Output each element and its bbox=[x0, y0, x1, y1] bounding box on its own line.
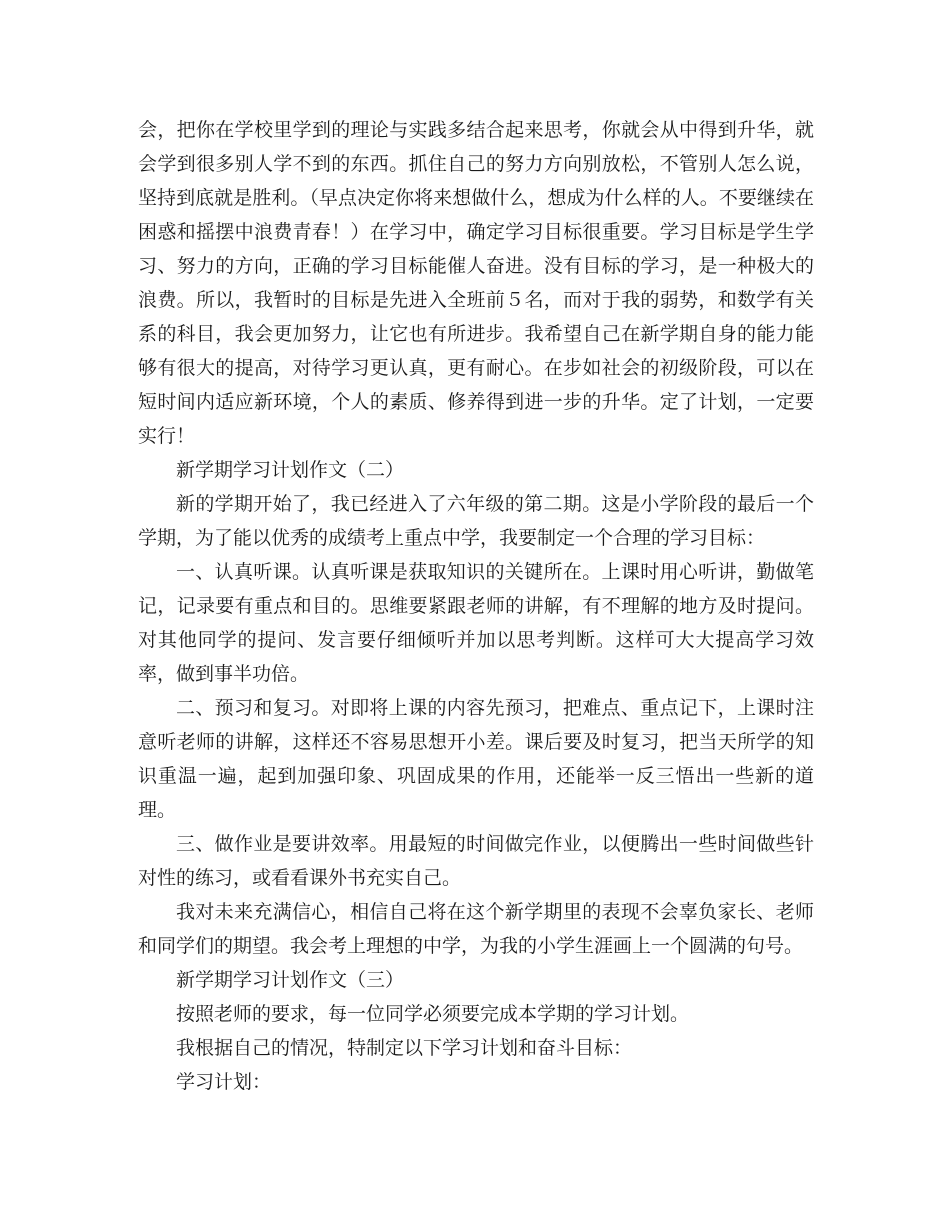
paragraph-point-3: 三、做作业是要讲效率。用最短的时间做完作业，以便腾出一些时间做些针对性的练习，或看看课外书充实自己。 bbox=[138, 833, 814, 889]
paragraph-plan-intro: 我根据自己的情况，特制定以下学习计划和奋斗目标： bbox=[176, 1037, 633, 1059]
section-heading-2: 新学期学习计划作文（二） bbox=[176, 459, 405, 481]
paragraph-conclusion: 我对未来充满信心，相信自己将在这个新学期里的表现不会辜负家长、老师和同学们的期望。我会考上理想的中学，为我的小学生涯画上一个圆满的句号。 bbox=[138, 901, 814, 957]
paragraph-point-2: 二、预习和复习。对即将上课的内容先预习，把难点、重点记下，上课时注意听老师的讲解，这样还不容易思想开小差。课后要及时复习，把当天所学的知识重温一遍，起到加强印象、巩固成果的作用，还能举一反三悟出一些新的道理。 bbox=[138, 697, 814, 821]
paragraph-point-1: 一、认真听课。认真听课是获取知识的关键所在。上课时用心听讲，勤做笔记，记录要有重点和目的。思维要紧跟老师的讲解，有不理解的地方及时提问。对其他同学的提问、发言要仔细倾听并加以思考判断。这样可大大提高学习效率，做到事半功倍。 bbox=[138, 561, 814, 685]
document-body bbox=[138, 113, 814, 1099]
paragraph-plan-label: 学习计划： bbox=[176, 1071, 272, 1093]
section-heading-3: 新学期学习计划作文（三） bbox=[176, 969, 405, 991]
paragraph-1: 会，把你在学校里学到的理论与实践多结合起来思考，你就会从中得到升华，就会学到很多别人学不到的东西。抓住自己的努力方向别放松，不管别人怎么说，坚持到底就是胜利。（早点决定你将来想做什么，想成为什么样的人。不要继续在困惑和摇摆中浪费青春！）在学习中，确定学习目标很重要。学习目标是学生学习、努力的方向，正确的学习目标能催人奋进。没有目标的学习，是一种极大的浪费。所以，我暂时的目标是先进入全班前５名，而对于我的弱势，和数学有关系的科目，我会更加努力，让它也有所进步。我希望自己在新学期自身的能力能够有很大的提高，对待学习更认真，更有耐心。在步如社会的初级阶段，可以在短时间内适应新环境，个人的素质、修养得到进一步的升华。定了计划，一定要实行！ bbox=[138, 119, 814, 447]
paragraph-requirement: 按照老师的要求，每一位同学必须要完成本学期的学习计划。 bbox=[176, 1003, 690, 1025]
paragraph-intro: 新的学期开始了，我已经进入了六年级的第二期。这是小学阶段的最后一个学期，为了能以优秀的成绩考上重点中学，我要制定一个合理的学习目标： bbox=[138, 493, 814, 549]
